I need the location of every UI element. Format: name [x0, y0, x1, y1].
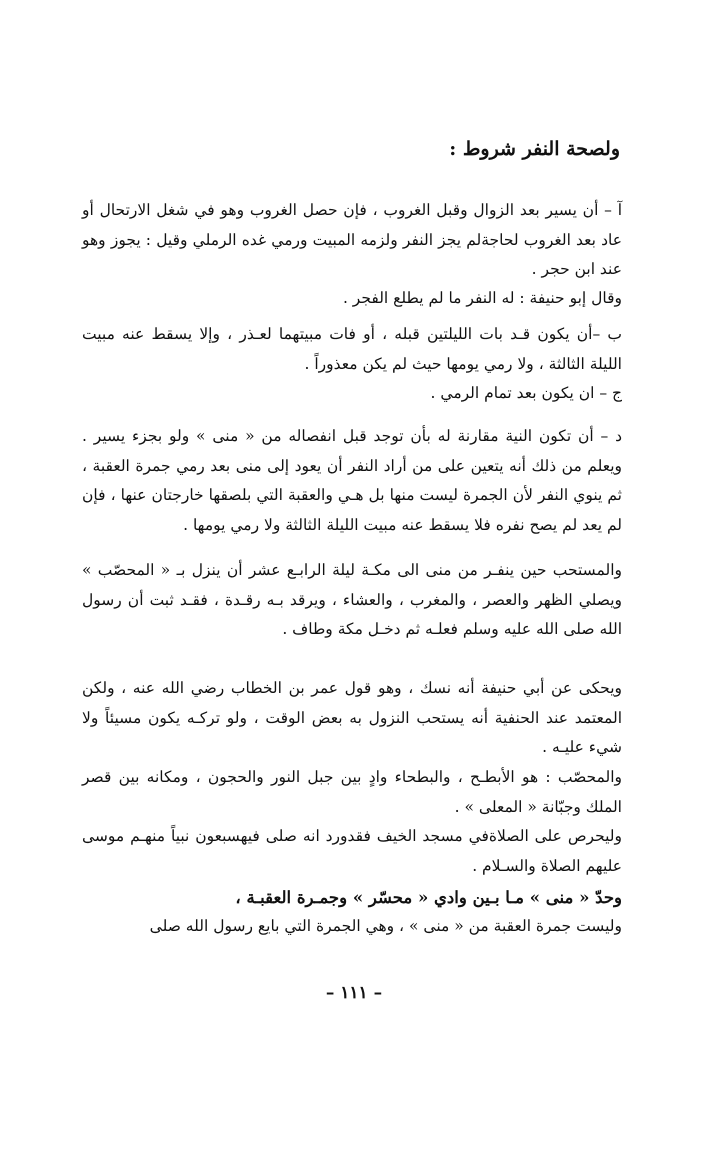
section-heading: ولصحة النفر شروط : [449, 138, 620, 160]
paragraph-condition-c: ج – ان يكون بعد تمام الرمي . [430, 384, 622, 402]
paragraph-muhassab: والمستحب حين ينفـر من منى الى مكـة ليلة الرابـع عشر أن ينزل بـ « المحصّب » ويصلي الظهر والعصر ، والمغرب ، والعشاء ، ويرقد بـه رقـدة ، فقـد ثبت أن رسول الله صلى الله عليه وسلم فعلـه ثم دخـل مكة وطاف . [82, 561, 622, 638]
paragraph-abu-hanifa: وقال إبو حنيفة : له النفر ما لم يطلع الفجر . [342, 289, 622, 307]
paragraph-condition-d: د – أن تكون النية مقارنة له بأن توجد قبل انفصاله من « منى » ولو بجزء يسير . ويعلم من ذلك أنه يتعين على من أراد النفر أن يعود إلى منى بعد رمي جمرة العقبة ، ثم ينوي النفر لأن الجمرة ليست منها بل هـي والعقبة التي بلصقها خارجتان عنها ، فإن لم يعد لم يصح نفره فلا يسقط عنه مبيت الليلة الثالثة ولا رمي يومها . [82, 427, 623, 534]
paragraph-condition-a: آ – أن يسير بعد الزوال وقبل الغروب ، فإن حصل الغروب وهو في شغل الارتحال أو عاد بعد الغروب لحاجةلم يجز النفر ولزمه المبيت ورمي غده الرملي وقيل : يجوز وهو عند ابن حجر . [82, 201, 622, 278]
paragraph-jamrat-aqaba: وليست جمرة العقبة من « منى » ، وهي الجمرة التي بايع رسول الله صلى [149, 917, 622, 935]
paragraph-condition-b: ب –أن يكون قـد بات الليلتين قبله ، أو فات مبيتهما لعـذر ، وإلا يسقط عنه مبيت الليلة الثالثة ، ولا رمي يومها حيث لم يكن معذوراً . [82, 325, 622, 373]
paragraph-masjid-khayf: وليحرص على الصلاةفي مسجد الخيف فقدورد انه صلى فيهسبعون نبياً منهـم موسى عليهم الصلاة والسـلام . [82, 827, 622, 875]
paragraph-mina-boundary: وحدّ « منى » مـا بـين وادي « محسّر » وجمـرة العقبـة ، [235, 888, 622, 907]
page-number: – ١١١ – [325, 983, 383, 1003]
paragraph-abu-hanifa-nusk: ويحكى عن أبي حنيفة أنه نسك ، وهو قول عمر بن الخطاب رضي الله عنه ، ولكن المعتمد عند الحنفية أنه يستحب النزول به بعض الوقت ، ولو تركـه يكون مسيئاً ولا شيء عليـه . [82, 679, 622, 756]
paragraph-abtah-definition: والمحصّب : هو الأبطـح ، والبطحاء وادٍ بين جبل النور والحجون ، ومكانه بين قصر الملك وجبّانة « المعلى » . [82, 768, 622, 816]
